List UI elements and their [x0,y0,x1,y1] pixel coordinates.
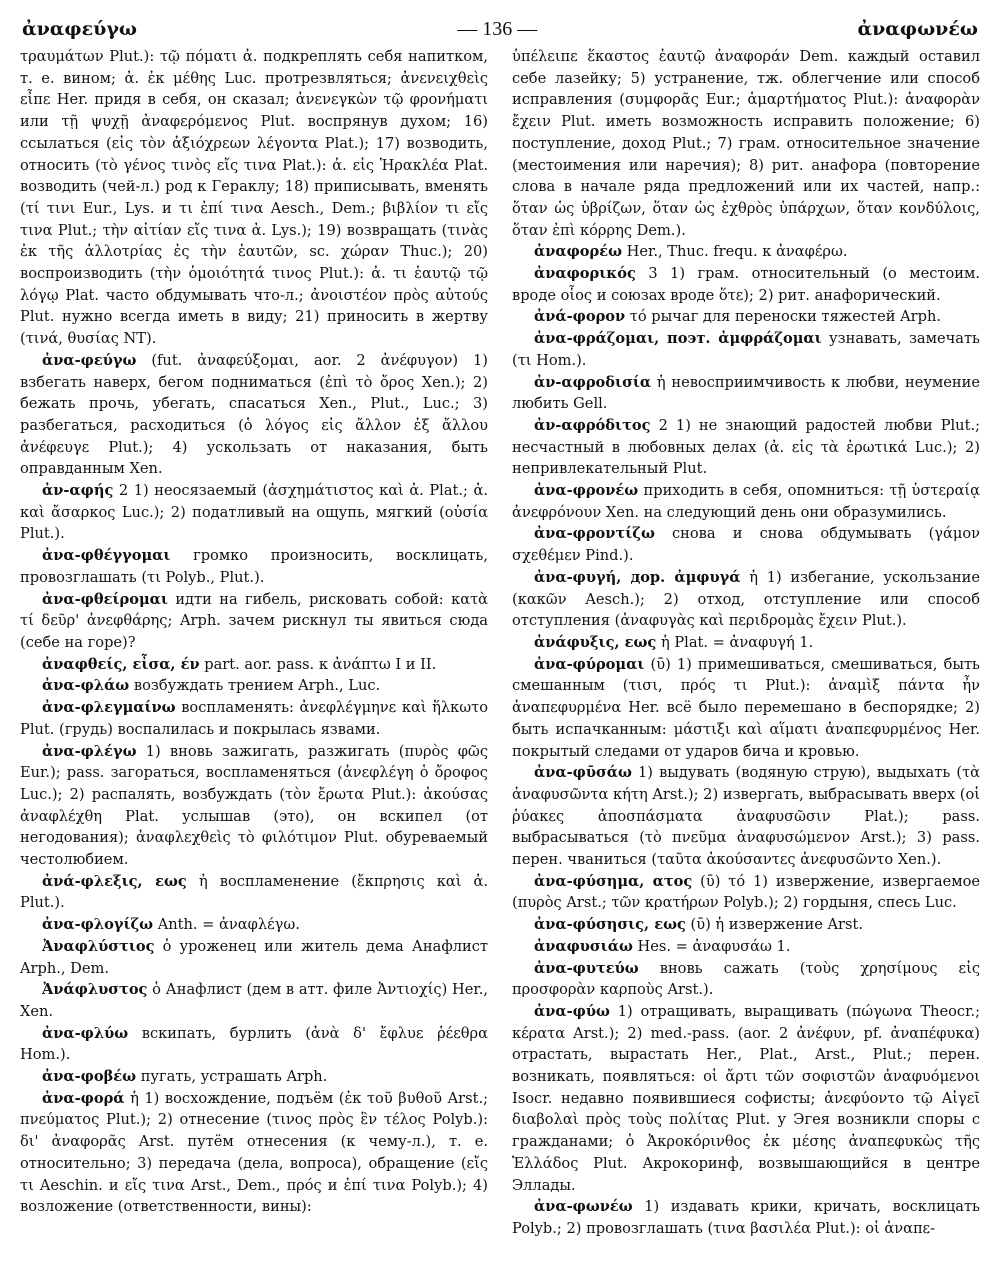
entry-headword: ἀν-αφής [42,482,114,500]
entry-headword: ἀνα-φλάω [42,677,130,695]
entry-headword: ἀνα-φωνέω [534,1198,633,1216]
entry-body: (ῡ) ἡ извержение Arst. [690,916,863,934]
entry-headword: ἀνα-φοβέω [42,1068,137,1086]
page-number: — 136 — [457,17,538,40]
dictionary-entry [20,1088,488,1218]
entry-headword: ἀνα-φύσησις, εως [534,916,686,934]
dictionary-entry [20,350,488,480]
entry-body: 1) отращивать, выращивать (πώγωνα Theocr.; κέρατα Arst.); 2) med.-pass. (aor. 2 ἀνέφυν, pf. ἀναπέφυκα) отрастать, вырастать Her., Plat., Arst., Plut.; перен. возникать, появляться: οἱ ἄρτι τῶν σοφιστῶν ἀναφυόμενοι Isocr. недавно появившиеся софисты; ἀνεφύοντο τῷ Αἰγεῖ διαβολαὶ πρὸς τοὺς πολίτας Plut. у Эгея возникли споры с гражданами; ὁ Ἀκροκόρινθος ἐκ μέσης ἀναπεφυκὼς τῆς Ἑλλάδος Plut. Акрокоринф, возвышающийся в центре Эллады. [512,1002,980,1194]
entry-headword: ἀνα-φλογίζω [42,916,154,934]
entry-headword: Ἀναφλύστιος [42,937,155,955]
entry-body: вновь сажать (τοὺς χρησίμους εἰς προσφορὰν καρποὺς Arst.). [512,959,980,999]
entry-headword: ἀνα-φλέγω [42,742,137,760]
dictionary-entry [512,654,980,763]
dictionary-entry [512,480,980,523]
entry-body: 2 1) неосязаемый (ἀσχημάτιστος καὶ ἀ. Plat.; ἀ. καὶ ἄσαρκος Luc.); 2) податливый на ощупь, мягкий (οὐσία Plut.). [20,482,488,543]
entry-body: снова и снова обдумывать (γάμον σχεθέμεν Pind.). [512,525,980,565]
entry-body: (ῡ) τό 1) извержение, извергаемое (πυρὸς Arst.; τῶν κρατήρων Polyb.); 2) гордыня, спесь Luc. [512,872,980,912]
entry-body: ὁ уроженец или житель дема Анафлист Arph., Dem. [20,937,488,977]
entry-body: возбуждать трением Arph., Luc. [133,677,381,695]
dictionary-columns [20,46,980,1252]
entry-body: (fut. ἀναφεύξομαι, aor. 2 ἀνέφυγον) 1) взбегать наверх, бегом подниматься (ἐπὶ τὸ ὄρος Xen.); 2) бежать прочь, убегать, спасаться Xen., Plut., Luc.; 3) разбегаться, расходиться (ὁ λόγος εἰς ἄλλον ἐξ ἄλλου ἀνέφευγε Plut.); 4) ускользать от наказания, быть оправданным Xen. [20,351,488,478]
entry-body: τό рычаг для переноски тяжестей Arph. [629,308,941,326]
entry-headword: ἀνα-φύρομαι [534,655,645,673]
entry-body: ἡ воспламенение (ἔκπρησις καὶ ἀ. Plut.). [20,872,488,912]
dictionary-entry [20,654,488,676]
dictionary-entry [512,306,980,328]
dictionary-entry [512,958,980,1001]
dictionary-entry [512,415,980,480]
dictionary-entry [20,1023,488,1066]
dictionary-entry [512,567,980,632]
entry-body: ἡ Plat. = ἀναφυγή 1. [660,633,814,651]
entry-headword: ἀνα-φράζομαι, поэт. ἀμφράζομαι [534,330,822,348]
entry-body: ἡ 1) восхождение, подъём (ἐκ τοῦ βυθοῦ Arst.; πνεύματος Plut.); 2) отнесение (τινος πρὸς ἓν τέλος Polyb.): δι' ἀναφορᾶς Arst. путём отнесения (к чему-л.), т. е. относительно; 3) передача (дела, вопроса), обращение (εἴς τι Aeschin. и εἴς τινα Arst., Dem., πρός и ἐπί τινα Polyb.); 4) возложение (ответственности, вины): [20,1089,488,1216]
entry-headword: ἀνα-φλύω [42,1024,129,1042]
entry-headword: ἀναφυσιάω [534,937,633,955]
dictionary-entry [512,241,980,263]
entry-body: (ῡ) 1) примешиваться, смешиваться, быть смешанным (τισι, πρός τι Plut.): ἀναμὶξ πάντα ἦν ἀναπεφυρμένα Her. всё было перемешано в беспорядке; 2) быть испачканным: μάστιξι καὶ αἵματι ἀναπεφυρμένος Her. покрытый следами от ударов бича и кровью. [512,655,980,760]
dictionary-entry [20,871,488,914]
dictionary-entry [20,480,488,545]
entry-headword: ἀν-αφρόδιτος [534,416,651,434]
dictionary-entry [512,762,980,871]
right-running-headword: ἀναφωνέω [857,18,978,40]
entry-body: приходить в себя, опомниться: τῇ ὑστεραίᾳ ἀνεφρόνουν Xen. на следующий день они образумились. [512,482,980,521]
running-header [22,14,978,44]
entry-headword: ἀνα-φύσημα, ατος [534,872,693,890]
entry-headword: ἀνα-φύω [534,1002,610,1020]
entry-headword: ἀν-αφροδισία [534,373,652,391]
entry-body: 3 1) грам. относительный (о местоим. вроде οἷος и союзах вроде ὅτε); 2) рит. анафорический. [512,265,980,304]
entry-headword: ἀνα-φλεγμαίνω [42,699,176,717]
entry-headword: ἀνα-φθέγγομαι [42,547,171,565]
entry-body: ἡ невосприимчивость к любви, неумение любить Gell. [512,373,980,413]
entry-headword: ἀνα-φυγή, дор. ἀμφυγά [534,568,741,586]
dictionary-entry [20,589,488,654]
dictionary-entry [20,1066,488,1088]
entry-continuation [512,46,980,241]
entry-headword: ἀναφορικός [534,265,636,283]
dictionary-entry [20,675,488,697]
dictionary-entry [20,697,488,740]
right-column [512,46,980,1252]
entry-body: 1) вновь зажигать, разжигать (πυρὸς φῶς Eur.); pass. загораться, воспламеняться (ἀνεφλέγη ὁ ὄροφος Luc.); 2) распалять, возбуждать (τὸν ἔρωτα Plut.): ἀκούσας ἀναφλέχθη Plat. услышав (это), он вскипел (от негодования); ἀναφλεχθεὶς τὸ φιλότιμον Plut. обуреваемый честолюбием. [20,742,488,869]
dictionary-entry [20,936,488,979]
entry-body: 1) выдувать (водяную струю), выдыхать (τὰ ἀναφυσῶντα κήτη Arst.); 2) извергать, выбрасывать вверх (οἱ ῥύακες ἀποσπάσματα ἀναφυσῶσιν Plat.); pass. выбрасываться (τὸ πνεῦμα ἀναφυσώμενον Arst.); 3) pass. перен. чваниться (ταῦτα ἀκούσαντες ἀνεφυσῶντο Xen.). [512,764,980,869]
dictionary-entry [512,936,980,958]
dictionary-entry [20,914,488,936]
entry-body: ὑπέλειπε ἕκαστος ἑαυτῷ ἀναφοράν Dem. каждый оставил себе лазейку; 5) устранение, тж. облегчение или способ исправления (συμφορᾶς Eur.; ἁμαρτήματος Plut.): ἀναφορὰν ἔχειν Plut. иметь возможность исправить положение; 6) поступление, доход Plut.; 7) грам. относительное значение (местоимения или наречия); 8) рит. анафора (повторение слова в начале ряда предложений или их частей, напр.: ὅταν ὡς ὑβρίζων, ὅταν ὡς ἐχθρὸς ὑπάρχων, ὅταν κονδύλοις, ὅταν ἐπὶ κόρρης Dem.). [512,48,980,239]
dictionary-entry [512,1196,980,1239]
dictionary-entry [20,545,488,588]
entry-continuation [20,46,488,350]
entry-body: ὁ Анафлист (дем в атт. филе Ἀντιοχίς) Her., Xen. [20,981,488,1020]
left-running-headword: ἀναφεύγω [22,18,137,40]
dictionary-entry [512,914,980,936]
entry-headword: ἀνα-φθείρομαι [42,590,168,608]
entry-headword: ἀνα-φυτεύω [534,959,639,977]
entry-body: громко произносить, восклицать, провозглашать (τι Polyb., Plut.). [20,547,488,586]
entry-headword: ἀνά-φλεξις, εως [42,872,187,890]
left-column [20,46,488,1252]
entry-body: узнавать, замечать (τι Hom.). [512,330,980,369]
entry-body: part. aor. pass. к ἀνάπτω I и II. [204,655,437,673]
entry-body: Her., Thuc. frequ. к ἀναφέρω. [626,243,848,261]
entry-headword: ἀνάφυξις, εως [534,633,657,651]
dictionary-entry [512,372,980,415]
entry-headword: ἀνα-φορά [42,1089,125,1107]
entry-body: 1) издавать крики, кричать, восклицать Polyb.; 2) провозглашать (τινα βασιλέα Plut.): οἱ ἀναπε- [512,1198,980,1237]
dictionary-entry [512,1001,980,1196]
entry-headword: Ἀνάφλυστος [42,981,148,999]
entry-body: пугать, устрашать Arph. [140,1068,328,1086]
entry-headword: ἀνα-φεύγω [42,351,137,369]
dictionary-entry [512,328,980,371]
entry-headword: ἀναφορέω [534,243,622,261]
entry-body: идти на гибель, рисковать собой: κατὰ τί δεῦρ' ἀνεφθάρης; Arph. зачем рискнул ты явиться сюда (себе на горе)? [20,590,488,651]
entry-body: воспламенять: ἀνεφλέγμηνε καὶ ἥλκωτο Plut. (грудь) воспалилась и покрылась язвами. [20,699,488,738]
entry-headword: ἀνα-φῡσάω [534,764,632,782]
entry-headword: ἀναφθείς, εἶσα, έν [42,655,200,673]
dictionary-entry [20,979,488,1022]
entry-headword: ἀνα-φροντίζω [534,525,655,543]
entry-body: ἡ 1) избегание, ускользание (κακῶν Aesch.); 2) отход, отступление или способ отступления (ἀναφυγὰς καὶ περιδρομὰς ἔχειν Plut.). [512,568,980,630]
entry-body: Hes. = ἀναφυσάω 1. [637,937,791,955]
entry-headword: ἀνά-φορον [534,308,626,326]
dictionary-entry [512,523,980,566]
dictionary-entry [512,632,980,654]
dictionary-entry [20,741,488,871]
entry-body: τραυμάτων Plut.): τῷ πόματι ἀ. подкреплять себя напитком, т. е. вином; ἀ. ἐκ μέθης Luc. протрезвляться; ἀνενειχθεὶς εἶπε Her. придя в себя, он сказал; ἀνενεγκὼν τῷ φρονήματι или τῇ ψυχῇ ἀναφερόμενος Plut. воспрянув духом; 16) ссылаться (εἰς τὸν ἀξιόχρεων λέγοντα Plat.); 17) возводить, относить (τὸ γένος τινὸς εἴς τινα Plat.): ἀ. εἰς Ἡρακλέα Plat. возводить (чей-л.) род к Гераклу; 18) приписывать, вменять (τί τινι Eur., Lys. и τι ἐπί τινα Aesch., Dem.; βιβλίον τι εἴς τινα Plut.; τὴν αἰτίαν εἴς τινα ἀ. Lys.); 19) возвращать (τινὰς ἐκ τῆς ἀλλοτρίας ἐς τὴν ἑαυτῶν, sc. χώραν Thuc.); 20) воспроизводить (τὴν ὁμοιότητά τινος Plut.): ἀ. τι ἑαυτῷ τῷ λόγῳ Plat. часто обдумывать что-л.; ἀνοιστέον πρὸς αὐτούς Plut. нужно всегда иметь в виду; 21) приносить в жертву (τινά, θυσίας NT). [20,48,488,348]
entry-body: Anth. = ἀναφλέγω. [157,916,300,934]
entry-headword: ἀνα-φρονέω [534,482,639,500]
entry-body: вскипать, бурлить (ἀνὰ δ' ἔφλυε ῥέεθρα Hom.). [20,1024,488,1064]
entry-body: 2 1) не знающий радостей любви Plut.; несчастный в любовных делах (ἀ. εἰς τὰ ἐρωτικά Luc.); 2) непривлекательный Plut. [512,416,980,478]
dictionary-entry [512,263,980,306]
dictionary-entry [512,871,980,914]
